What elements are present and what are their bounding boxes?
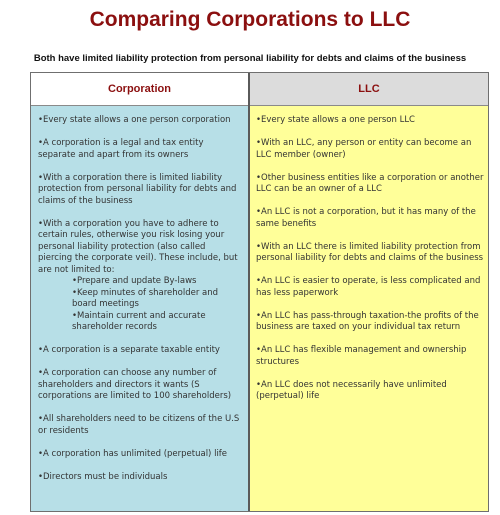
list-item: •With an LLC there is limited liability protection from personal liability for debts and claims of the business: [256, 241, 484, 263]
list-item: •A corporation can choose any number of shareholders and directors it wants (S corporations are limited to 100 shareholders): [38, 368, 232, 401]
list-item-with-subitems: [38, 219, 242, 334]
corporation-sublist: [38, 276, 242, 334]
list-item: •Every state allows a one person LLC: [256, 115, 415, 125]
comparison-table: [30, 72, 489, 512]
llc-header: LLC: [250, 73, 488, 106]
list-item: •An LLC is not a corporation, but it has many of the same benefits: [256, 207, 476, 229]
list-item: •A corporation is a legal and tax entity separate and apart from its owners: [38, 138, 204, 160]
list-item: •A corporation is a separate taxable entity: [38, 345, 220, 355]
list-item: •An LLC is easier to operate, is less complicated and has less paperwork: [256, 276, 481, 298]
page-subtitle: Both have limited liability protection from personal liability for debts and claims of the business: [33, 53, 467, 64]
corporation-column: [31, 73, 250, 511]
list-item: •Other business entities like a corporation or another LLC can be an owner of a LLC: [256, 172, 484, 194]
llc-column: [250, 73, 488, 511]
list-item: •An LLC has flexible management and ownership structures: [256, 345, 467, 367]
list-item: •Every state allows a one person corporation: [38, 115, 231, 125]
list-item-text: •With a corporation you have to adhere to certain rules, otherwise you risk losing your personal liability protection (also called piercing the corporate veil). These include, but are not limited to:: [38, 218, 238, 275]
llc-list: [250, 106, 488, 403]
list-item: •With a corporation there is limited liability protection from personal liability for debts and claims of the business: [38, 172, 237, 206]
corporation-header: Corporation: [31, 73, 248, 106]
page-title: Comparing Corporations to LLC: [89, 8, 411, 31]
list-item: •Directors must be individuals: [38, 471, 168, 482]
list-item: •All shareholders need to be citizens of the U.S or residents: [38, 414, 240, 436]
list-item: •With an LLC, any person or entity can become an LLC member (owner): [256, 138, 472, 160]
list-item: •An LLC does not necessarily have unlimited (perpetual) life: [256, 379, 447, 401]
sub-list-item: •Keep minutes of shareholder and board meetings: [72, 287, 219, 309]
list-item: •An LLC has pass-through taxation-the profits of the business are taxed on your individual tax return: [256, 310, 479, 332]
sub-list-item: •Maintain current and accurate shareholder records: [72, 310, 206, 332]
sub-list-item: •Prepare and update By-laws: [72, 276, 197, 286]
list-item: •A corporation has unlimited (perpetual) life: [38, 448, 228, 459]
corporation-list: [31, 106, 248, 483]
